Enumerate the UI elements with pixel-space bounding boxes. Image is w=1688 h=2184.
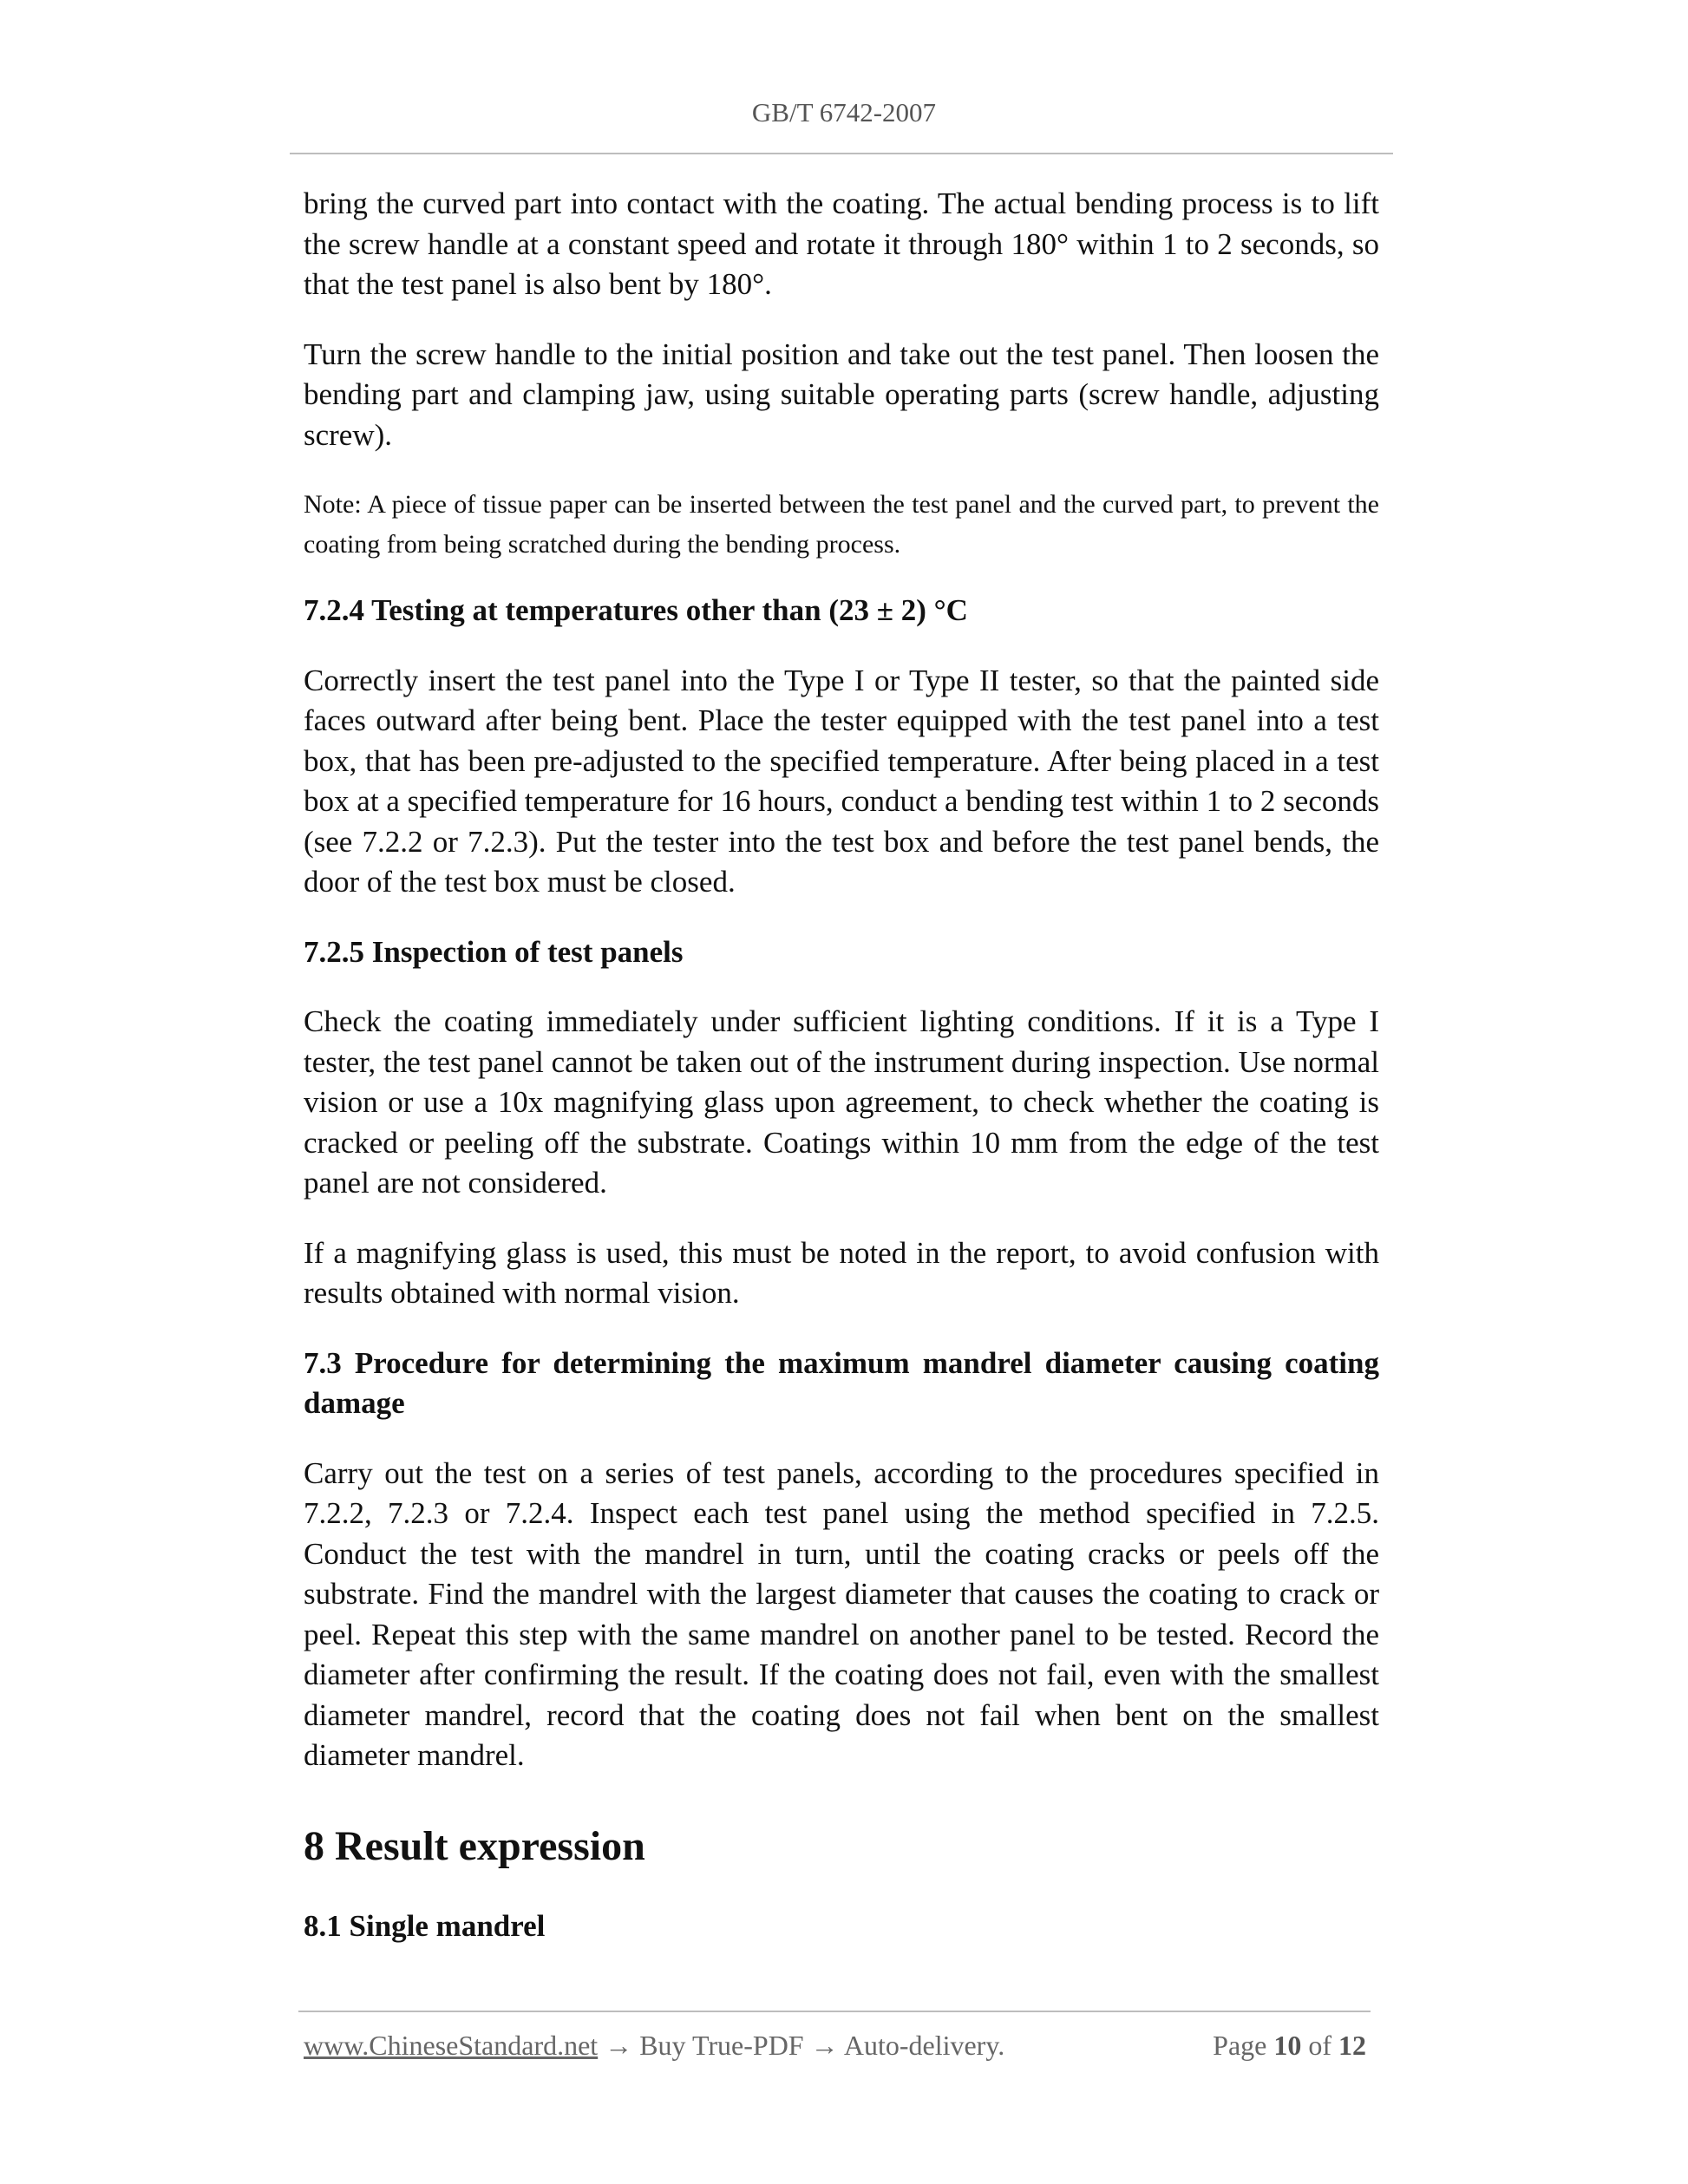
page-footer — [304, 2030, 1366, 2062]
section-heading-7-2-4: 7.2.4 Testing at temperatures other than (23 ± 2) °C — [304, 593, 968, 627]
page-body — [304, 184, 1379, 1976]
page-total: 12 — [1338, 2030, 1366, 2061]
page-of: of — [1308, 2030, 1331, 2061]
section-heading-7-3: 7.3 Procedure for determining the maximum mandrel diameter causing coating damage — [304, 1345, 1379, 1420]
paragraph: If a magnifying glass is used, this must be noted in the report, to avoid confusion with results obtained with normal vision. — [304, 1235, 1379, 1310]
footer-tagline: → Buy True-PDF → Auto-delivery. — [598, 2030, 1005, 2061]
paragraph: Check the coating immediately under sufficient lighting conditions. If it is a Type I tester, the test panel cannot be taken out of the instrument during inspection. Use normal vision or use a 10x magnifying glass upon agreement, to check whether the coating is cracked or peeling off the substrate. Coatings within 10 mm from the edge of the test panel are not considered. — [304, 1004, 1379, 1200]
section-heading-8-1: 8.1 Single mandrel — [304, 1908, 546, 1943]
paragraph: Carry out the test on a series of test panels, according to the procedures specified in 7.2.2, 7.2.3 or 7.2.4. Inspect each test panel using the method specified in 7.2.5. Conduct the test with the mandrel in turn, until the coating cracks or peels off the substrate. Find the mandrel with the largest diameter that causes the coating to crack or peel. Repeat this step with the same mandrel on another panel to be tested. Record the diameter after confirming the result. If the coating does not fail, even with the smallest diameter mandrel, record that the coating does not fail when bent on the smallest diameter mandrel. — [304, 1455, 1379, 1772]
page-number — [1213, 2030, 1366, 2062]
footer-divider — [298, 2011, 1371, 2012]
paragraph: Turn the screw handle to the initial position and take out the test panel. Then loosen the bending part and clamping jaw, using suitable operating parts (screw handle, adjusting screw). — [304, 337, 1379, 452]
page-current: 10 — [1273, 2030, 1302, 2061]
footer-promo — [304, 2030, 1004, 2062]
site-link[interactable]: www.ChineseStandard.net — [304, 2030, 599, 2061]
chapter-heading-8: 8 Result expression — [304, 1822, 645, 1869]
paragraph: Correctly insert the test panel into the Type I or Type II tester, so that the painted side faces outward after being bent. Place the tester equipped with the test panel into a test box, that has been pre-adjusted to the specified temperature. After being placed in a test box at a specified temperature for 16 hours, conduct a bending test within 1 to 2 seconds (see 7.2.2 or 7.2.3). Put the tester into the test box and before the test panel bends, the door of the test box must be closed. — [304, 663, 1379, 899]
header-divider — [290, 153, 1393, 154]
note-paragraph: Note: A piece of tissue paper can be inserted between the test panel and the curved part, to prevent the coating from being scratched during the bending process. — [304, 490, 1379, 559]
page-label: Page — [1213, 2030, 1267, 2061]
section-heading-7-2-5: 7.2.5 Inspection of test panels — [304, 934, 684, 969]
paragraph: bring the curved part into contact with the coating. The actual bending process is to lift the screw handle at a constant speed and rotate it through 180° within 1 to 2 seconds, so that the test panel is also bent by 180°. — [304, 186, 1379, 301]
running-header: GB/T 6742-2007 — [751, 97, 937, 128]
